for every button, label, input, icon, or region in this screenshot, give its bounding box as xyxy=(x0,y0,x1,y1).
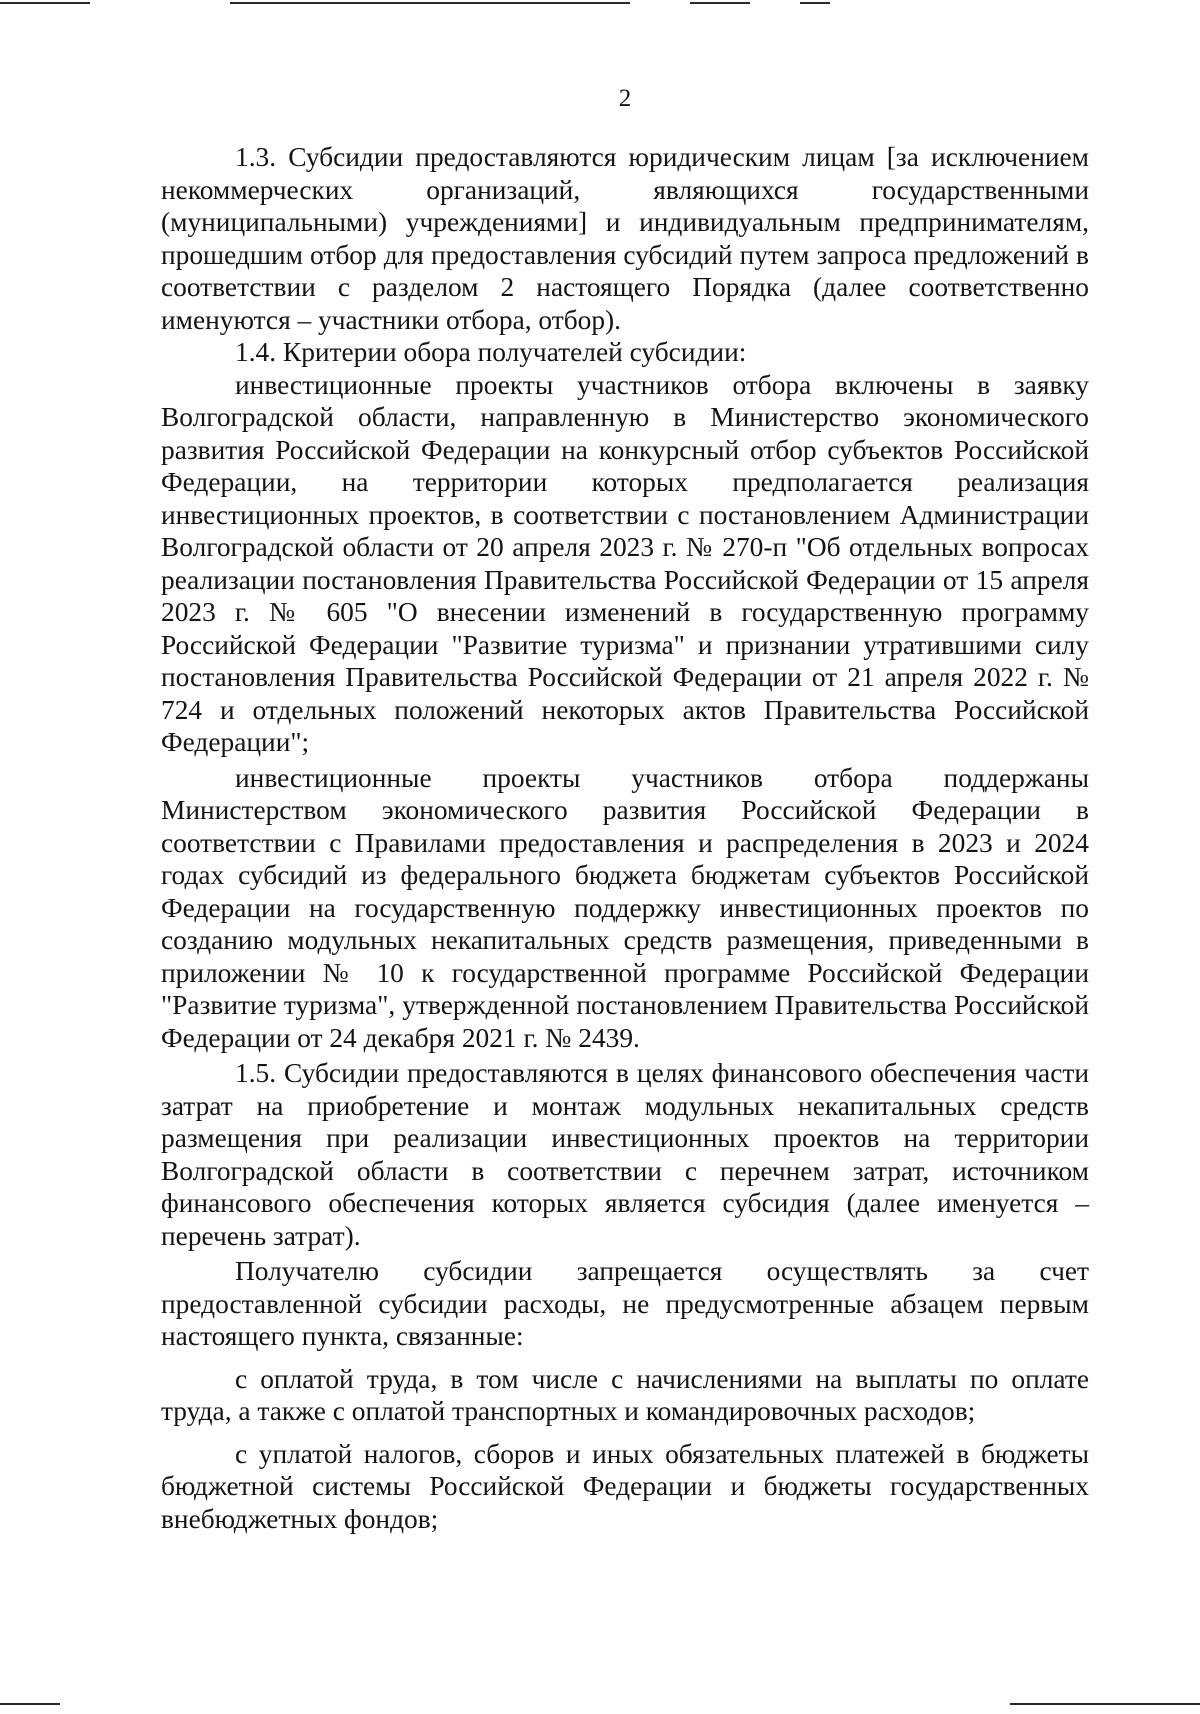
paragraph-1-3: 1.3. Субсидии предоставляются юридическим лицам [за исключением некоммерческих организаций, являющихся государственными (муниципальными) учреждениями] и индивидуальным предпринимателям, прошедшим отбор для предоставления субсидий путем запроса предложений в соответствии с разделом 2 настоящего Порядка (далее соответственно именуются – участники отбора, отбор). xyxy=(161,142,1089,335)
paragraph-prohibition: Получателю субсидии запрещается осуществлять за счет предоставленной субсидии расходы, не предусмотренные абзацем первым настоящего пункта, связанные: xyxy=(161,1256,1089,1351)
document-body xyxy=(161,141,1089,1535)
paragraph-criteria-1: инвестиционные проекты участников отбора включены в заявку Волгоградской области, направленную в Министерство экономического развития Российской Федерации на конкурсный отбор субъектов Российской Федерации, на территории которых предполагается реализация инвестиционных проектов, в соответствии с постановлением Администрации Волгоградской области от 20 апреля 2023 г. № 270-п "Об отдельных вопросах реализации постановления Правительства Российской Федерации от 15 апреля 2023 г. № 605 "О внесении изменений в государственную программу Российской Федерации "Развитие туризма" и признании утратившими силу постановления Правительства Российской Федерации от 21 апреля 2022 г. № 724 и отдельных положений некоторых актов Правительства Российской Федерации"; xyxy=(161,369,1089,757)
scan-edge-top-4 xyxy=(800,2,830,4)
page-number: 2 xyxy=(618,85,632,112)
scan-edge-top-1 xyxy=(0,2,90,4)
scan-edge-top-3 xyxy=(690,2,750,4)
paragraph-criteria-2: инвестиционные проекты участников отбора поддержаны Министерством экономического развития Российской Федерации в соответствии с Правилами предоставления и распределения в 2023 и 2024 годах субсидий из федерального бюджета бюджетам субъектов Российской Федерации на государственную поддержку инвестиционных проектов по созданию модульных некапитальных средств размещения, приведенными в приложении № 10 к государственной программе Российской Федерации "Развитие туризма", утвержденной постановлением Правительства Российской Федерации от 24 декабря 2021 г. № 2439. xyxy=(161,762,1089,1053)
paragraph-labor-costs: с оплатой труда, в том числе с начислениями на выплаты по оплате труда, а также с оплатой транспортных и командировочных расходов; xyxy=(161,1363,1089,1426)
scan-edge-bottom-1 xyxy=(0,1703,60,1705)
scan-edge-bottom-2 xyxy=(1010,1703,1200,1705)
paragraph-1-5: 1.5. Субсидии предоставляются в целях финансового обеспечения части затрат на приобретение и монтаж модульных некапитальных средств размещения при реализации инвестиционных проектов на территории Волгоградской области в соответствии с перечнем затрат, источником финансового обеспечения которых является субсидия (далее именуется – перечень затрат). xyxy=(161,1058,1089,1251)
scan-edge-top-2 xyxy=(230,2,630,4)
paragraph-1-4-heading: 1.4. Критерии обора получателей субсидии: xyxy=(235,337,747,367)
paragraph-taxes: с уплатой налогов, сборов и иных обязательных платежей в бюджеты бюджетной системы Российской Федерации и бюджеты государственных внебюджетных фондов; xyxy=(161,1438,1089,1534)
